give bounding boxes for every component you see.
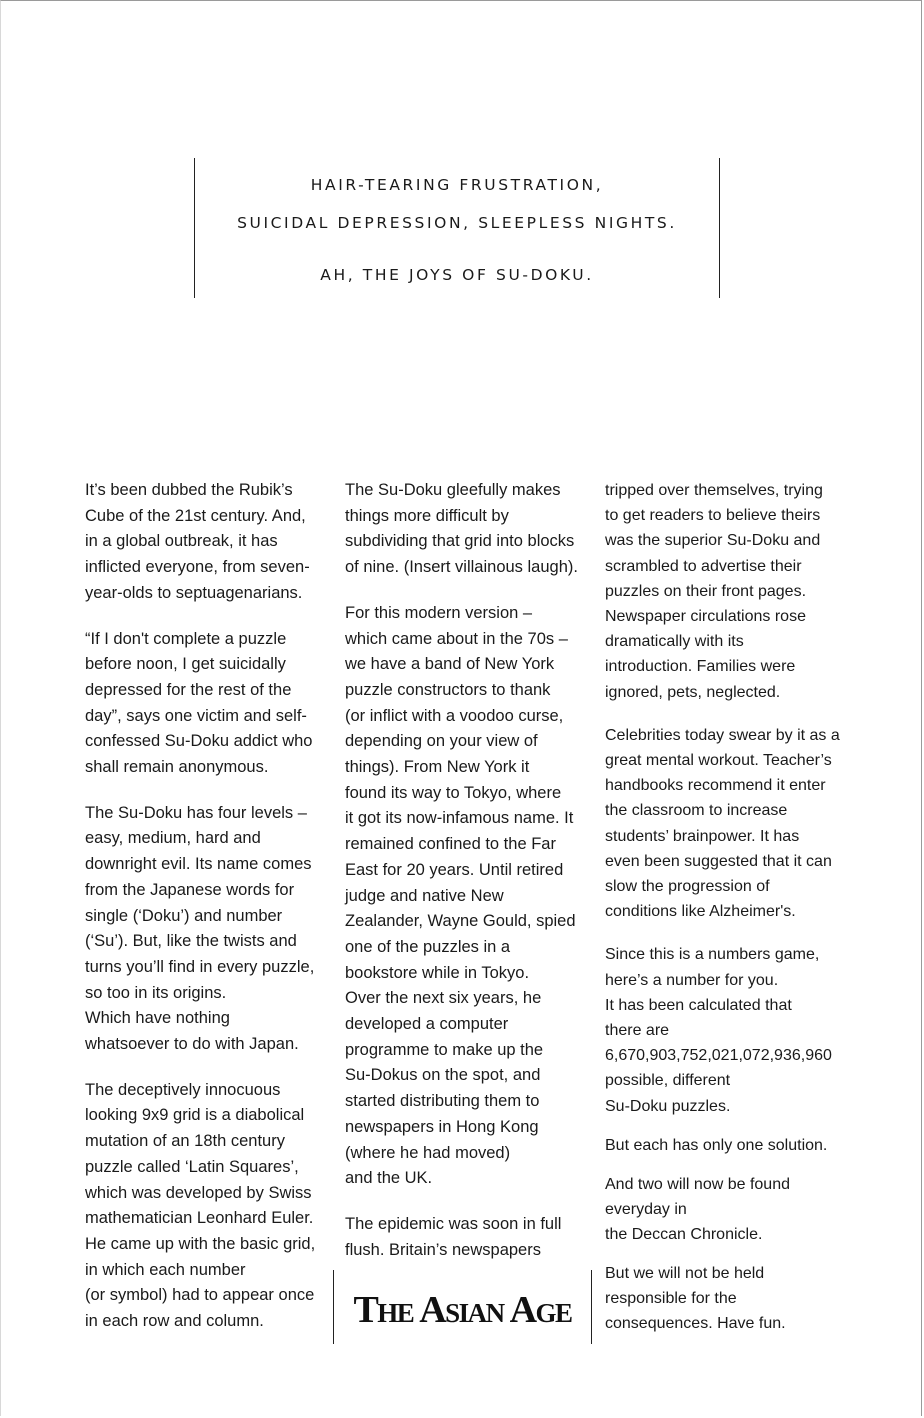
headline-line-3: AH, THE JOYS OF SU-DOKU. (320, 266, 594, 284)
column3-paragraph-6: But we will not be held responsible for the consequences. Have fun. (605, 1265, 786, 1333)
asian-age-logo: The Asian Age (353, 1289, 572, 1331)
column1-paragraph-3: The Su-Doku has four levels – easy, medium, hard and downright evil. Its name comes from the Japanese words for single (‘Doku’) and number (‘Su’). But, like the twists and turns you’ll find in every puzzle, so too in its origins. Which have nothing whatsoever to do with Japan. (85, 803, 315, 1054)
column3-paragraph-4: But each has only one solution. (605, 1136, 828, 1154)
column3-paragraph-2: Celebrities today swear by it as a great mental workout. Teacher’s handbooks recommend it enter the classroom to increase students’ brainpower. It has even been suggested that it can slow the progression of conditions like Alzheimer's. (605, 726, 840, 921)
body-column-3 (605, 478, 850, 1262)
column1-paragraph-4: The deceptively innocuous looking 9x9 grid is a diabolical mutation of an 18th century puzzle called ‘Latin Squares’, which was developed by Swiss mathematician Leonhard Euler. He came up with the basic grid, in which each number (or symbol) had to appear once in each row and column. (85, 1080, 316, 1331)
column3-paragraph-5: And two will now be found everyday in the Deccan Chronicle. (605, 1176, 790, 1244)
column1-paragraph-2: “If I don't complete a puzzle before noon, I get suicidally depressed for the rest of the day”, says one victim and self- confessed Su-Doku addict who shall remain anonymous. (85, 629, 313, 777)
column2-paragraph-2: For this modern version – which came about in the 70s – we have a band of New York puzzle constructors to thank (or inflict with a voodoo curse, depending on your view of things). From New York it found its way to Tokyo, where it got its now-infamous name. It remained confined to the Far East for 20 years. Until retired judge and native New Zealander, Wayne Gould, spied one of the puzzles in a bookstore while in Tokyo. Over the next six years, he developed a computer programme to make up the Su-Dokus on the spot, and started distributing them to newspapers in Hong Kong (where he had moved) and the UK. (345, 603, 576, 1188)
body-column-1 (85, 478, 325, 1355)
headline-line-1: HAIR-TEARING FRUSTRATION, (310, 176, 604, 194)
column2-paragraph-3: The epidemic was soon in full flush. Britain’s newspapers (345, 1214, 562, 1259)
column2-paragraph-1: The Su-Doku gleefully makes things more difficult by subdividing that grid into blocks of nine. (Insert villainous laugh). (345, 481, 578, 577)
column1-paragraph-1: It’s been dubbed the Rubik’s Cube of the 21st century. And, in a global outbreak, it has inflicted everyone, from seven- year-olds to septuagenarians. (85, 481, 310, 602)
headline-line-2: SUICIDAL DEPRESSION, SLEEPLESS NIGHTS. (237, 214, 677, 232)
body-column-2 (345, 478, 585, 1283)
column3-paragraph-3: Since this is a numbers game, here’s a number for you. It has been calculated that there are 6,670,903,752,021,072,936,960 possible, different Su-Doku puzzles. (605, 946, 832, 1115)
column3-paragraph-1: tripped over themselves, trying to get readers to believe theirs was the superior Su-Doku and scrambled to advertise their puzzles on their front pages. Newspaper circulations rose dramatically with its introduction. Families were ignored, pets, neglected. (605, 482, 823, 701)
headline-box (194, 158, 720, 298)
logo-box (333, 1270, 592, 1344)
